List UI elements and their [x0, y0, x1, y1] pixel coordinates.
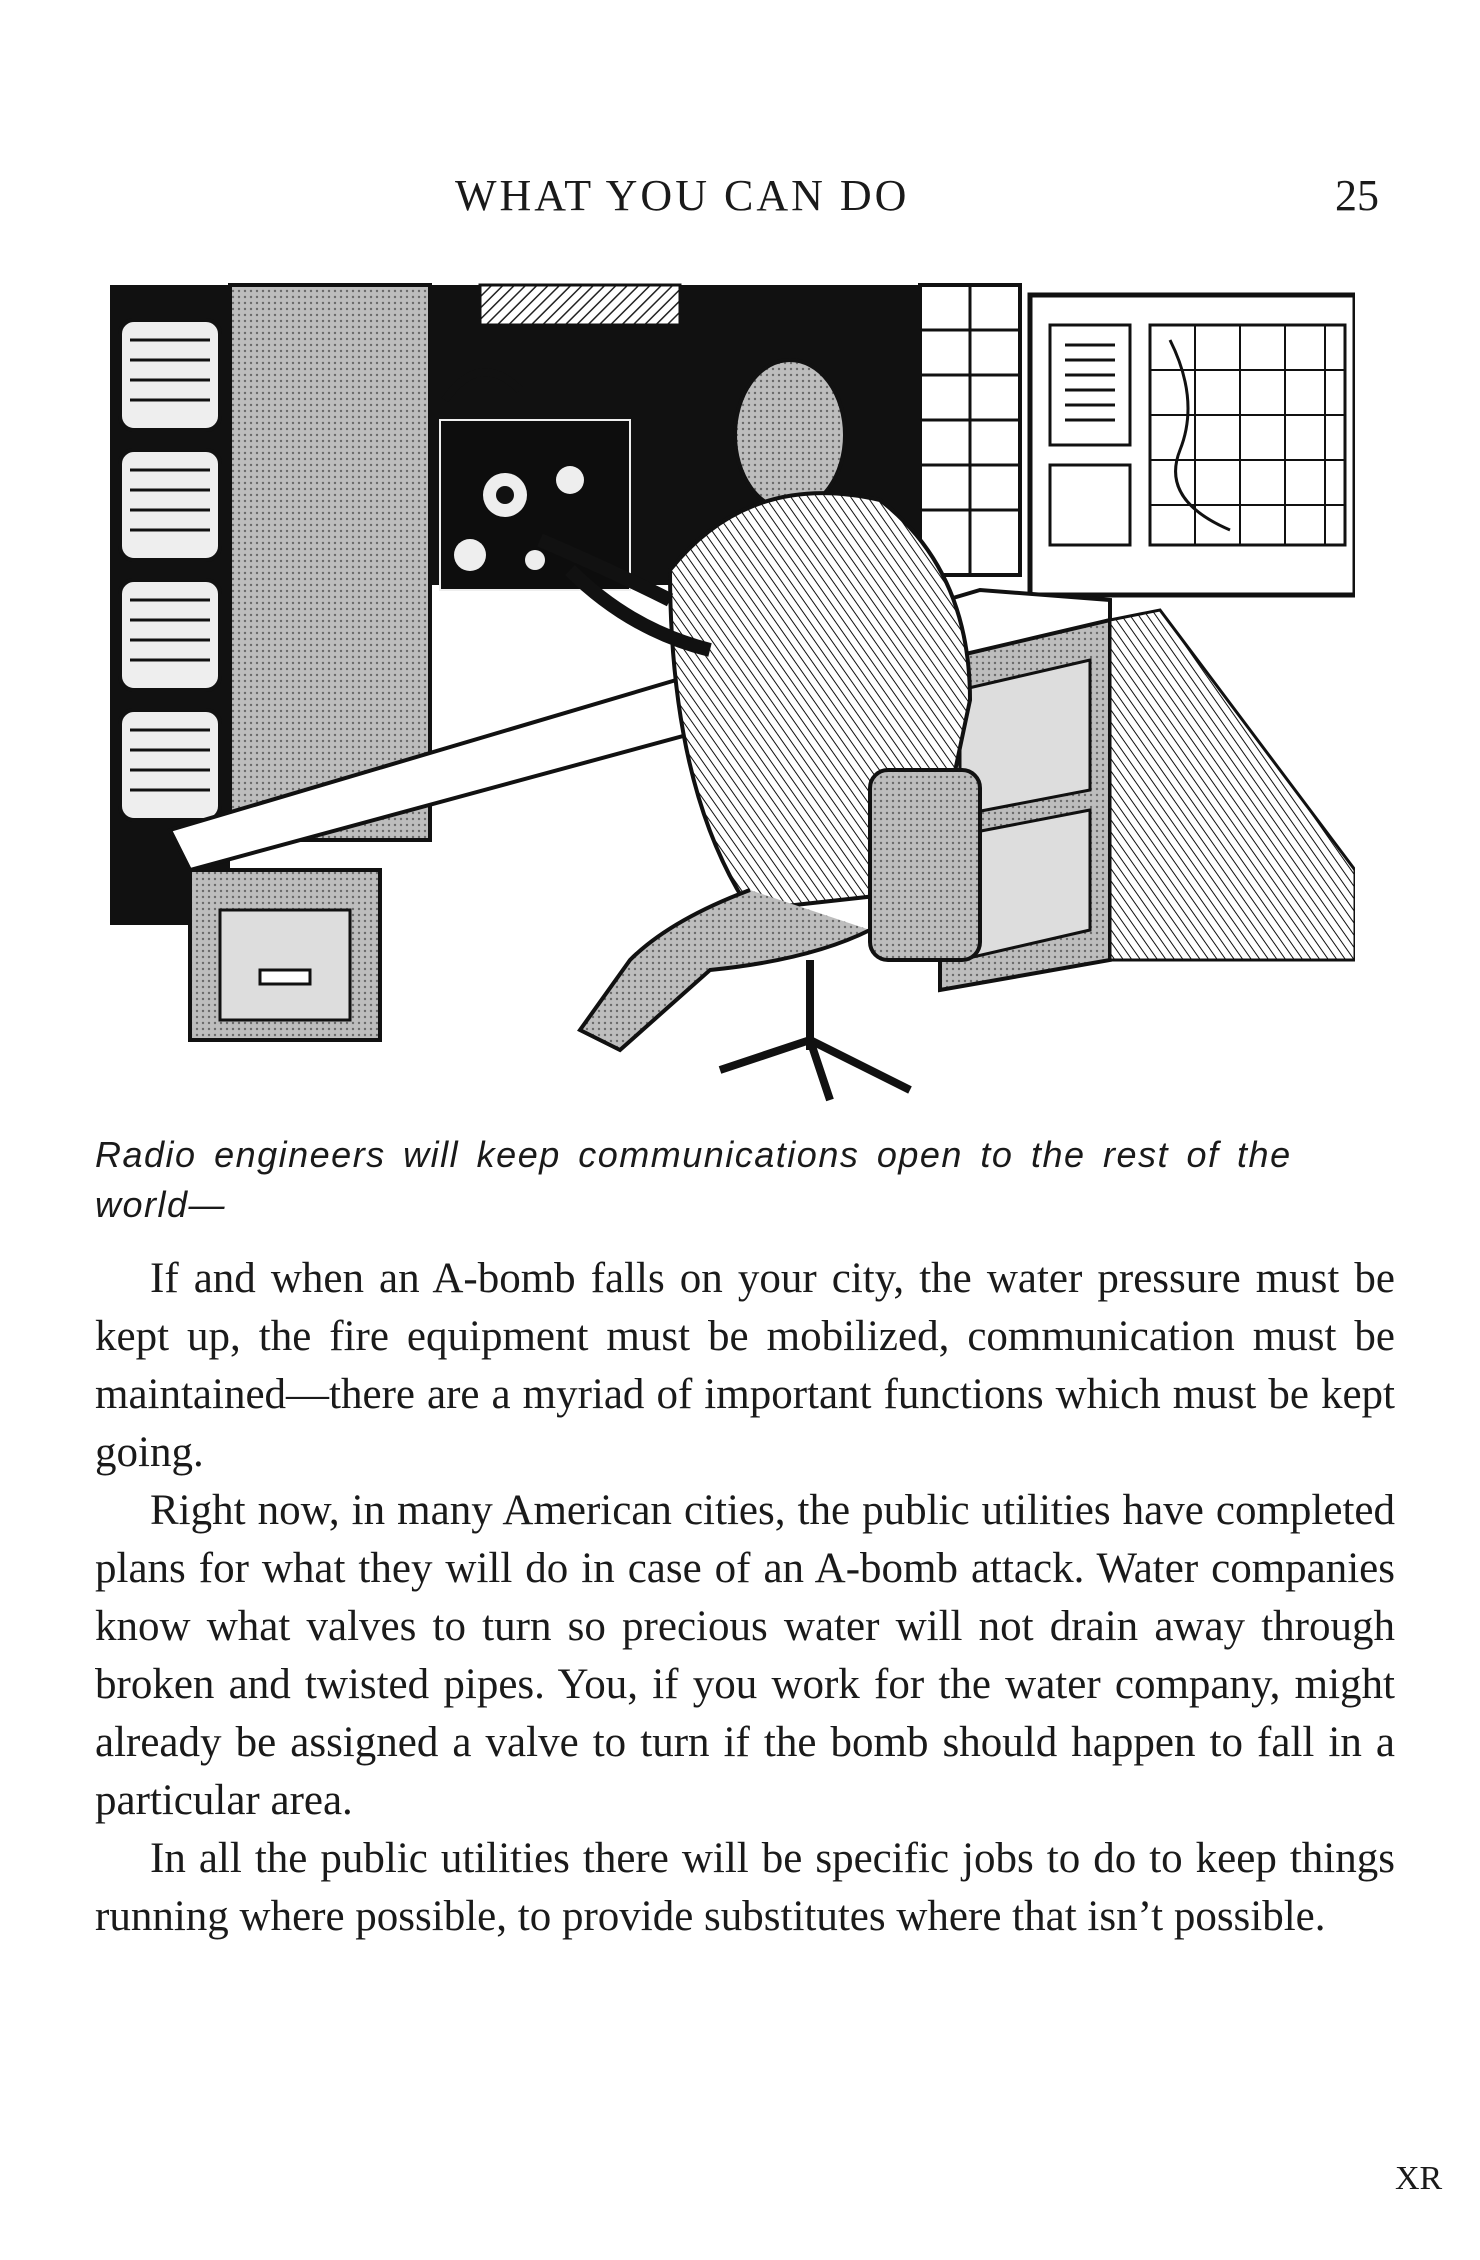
running-head-title: WHAT YOU CAN DO: [455, 171, 910, 220]
radio-engineer-illustration: [110, 270, 1355, 1120]
paragraph: Right now, in many American cities, the public utilities have completed plans for what they will do in case of an A-bomb attack. Water companies know what valves to turn so precious water will not drain away through broken and twisted pipes. You, if you work for the water company, might already be assigned a valve to turn if the bomb should happen to fall in a particular area.: [95, 1487, 1395, 1824]
corner-mark: XR: [1395, 2160, 1443, 2197]
body-text: [95, 1250, 1395, 1946]
window-panes: [920, 285, 1020, 575]
illustration-caption: Radio engineers will keep communications open to the rest of the world—: [95, 1134, 1292, 1225]
paragraph: In all the public utilities there will be specific jobs to do to keep things running where possible, to provide substitutes where that isn’t possible.: [95, 1835, 1395, 1940]
paragraph: If and when an A-bomb falls on your city, the water pressure must be kept up, the fire equipment must be mobilized, communication must be maintained—there are a myriad of important functions which must be kept going.: [95, 1255, 1395, 1476]
page-number: 25: [1335, 171, 1379, 220]
running-head: [0, 170, 1480, 230]
tall-cabinet: [230, 285, 430, 840]
wall-map-board: [1030, 295, 1355, 595]
swivel-chair: [720, 960, 910, 1100]
